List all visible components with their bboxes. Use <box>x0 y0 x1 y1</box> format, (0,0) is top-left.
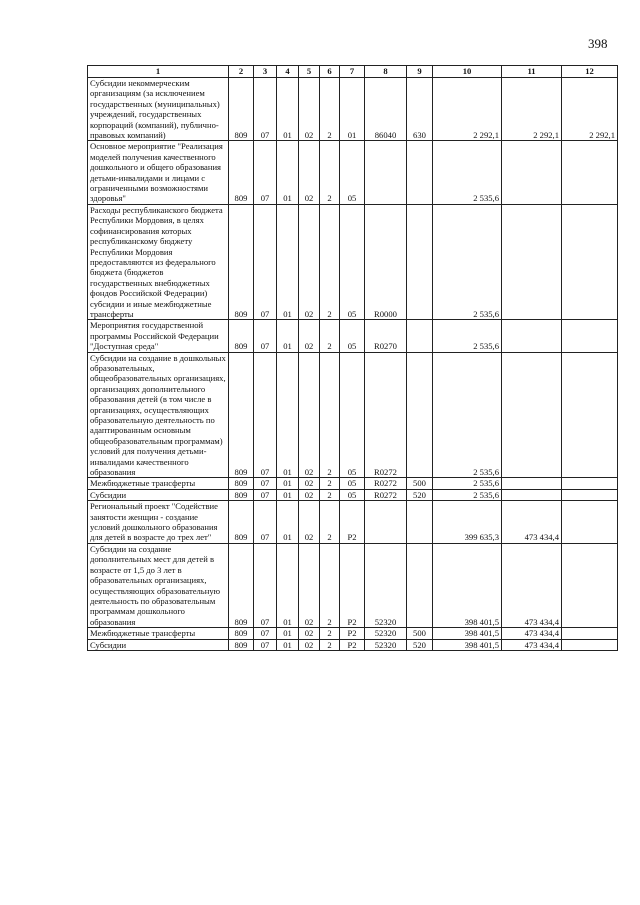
subprogram-cell: 2 <box>320 628 340 639</box>
column-header: 7 <box>340 66 365 78</box>
amount-2021-cell: 2 535,6 <box>433 352 502 478</box>
grbs-cell: 809 <box>229 478 254 489</box>
program-cell: 02 <box>299 628 320 639</box>
direction-cell: 52320 <box>365 628 407 639</box>
column-header: 8 <box>365 66 407 78</box>
amount-2021-cell: 2 292,1 <box>433 78 502 141</box>
amount-2021-cell: 398 401,5 <box>433 628 502 639</box>
program-cell: 02 <box>299 352 320 478</box>
grbs-cell: 809 <box>229 543 254 627</box>
section-cell: 07 <box>254 352 277 478</box>
amount-2023-cell <box>562 501 618 544</box>
row-name-cell: Основное мероприятие "Реализация моделей получения качественного дошкольного и общего образования детьми-инвалидами и лицами с ограниченными возможностями здоровья" <box>88 141 229 204</box>
row-name-cell: Субсидии <box>88 639 229 650</box>
amount-2022-cell: 2 292,1 <box>502 78 562 141</box>
grbs-cell: 809 <box>229 501 254 544</box>
row-name-cell: Межбюджетные трансферты <box>88 628 229 639</box>
event-cell: 05 <box>340 204 365 319</box>
amount-2023-cell <box>562 543 618 627</box>
row-name-cell: Субсидии на создание дополнительных мест для детей в возрасте от 1,5 до 3 лет в образовательных организациях, осуществляющих образовательную деятельность по образовательным программам дошкольного образования <box>88 543 229 627</box>
table-header-row <box>88 66 618 78</box>
amount-2022-cell <box>502 141 562 204</box>
direction-cell <box>365 141 407 204</box>
subsection-cell: 01 <box>277 78 299 141</box>
expense-type-cell <box>407 204 433 319</box>
event-cell: 05 <box>340 489 365 500</box>
event-cell: P2 <box>340 543 365 627</box>
amount-2023-cell <box>562 628 618 639</box>
column-header: 5 <box>299 66 320 78</box>
subsection-cell: 01 <box>277 628 299 639</box>
amount-2022-cell: 473 434,4 <box>502 543 562 627</box>
subprogram-cell: 2 <box>320 501 340 544</box>
subprogram-cell: 2 <box>320 639 340 650</box>
program-cell: 02 <box>299 543 320 627</box>
subsection-cell: 01 <box>277 204 299 319</box>
table-row <box>88 78 618 141</box>
event-cell: 01 <box>340 78 365 141</box>
expense-type-cell <box>407 320 433 352</box>
column-header: 9 <box>407 66 433 78</box>
table-row <box>88 478 618 489</box>
direction-cell <box>365 501 407 544</box>
expense-type-cell: 520 <box>407 639 433 650</box>
amount-2021-cell: 398 401,5 <box>433 639 502 650</box>
column-header: 10 <box>433 66 502 78</box>
direction-cell: 52320 <box>365 639 407 650</box>
amount-2023-cell <box>562 489 618 500</box>
amount-2022-cell: 473 434,4 <box>502 628 562 639</box>
row-name-cell: Субсидии некоммерческим организациям (за исключением государственных (муниципальных) учреждений, государственных корпораций (компаний), публично-правовых компаний) <box>88 78 229 141</box>
amount-2021-cell: 2 535,6 <box>433 204 502 319</box>
amount-2021-cell: 399 635,3 <box>433 501 502 544</box>
event-cell: 05 <box>340 141 365 204</box>
column-header: 3 <box>254 66 277 78</box>
program-cell: 02 <box>299 489 320 500</box>
grbs-cell: 809 <box>229 320 254 352</box>
page-number: 398 <box>588 36 608 51</box>
table-row <box>88 204 618 319</box>
direction-cell: 86040 <box>365 78 407 141</box>
expense-type-cell <box>407 141 433 204</box>
column-header: 11 <box>502 66 562 78</box>
amount-2022-cell: 473 434,4 <box>502 639 562 650</box>
section-cell: 07 <box>254 478 277 489</box>
amount-2022-cell <box>502 489 562 500</box>
amount-2023-cell <box>562 478 618 489</box>
amount-2023-cell <box>562 352 618 478</box>
subprogram-cell: 2 <box>320 543 340 627</box>
grbs-cell: 809 <box>229 78 254 141</box>
row-name-cell: Межбюджетные трансферты <box>88 478 229 489</box>
table-row <box>88 639 618 650</box>
row-name-cell: Мероприятия государственной программы Российской Федерации "Доступная среда" <box>88 320 229 352</box>
event-cell: P2 <box>340 639 365 650</box>
amount-2021-cell: 398 401,5 <box>433 543 502 627</box>
table-row <box>88 501 618 544</box>
table-row <box>88 352 618 478</box>
amount-2022-cell: 473 434,4 <box>502 501 562 544</box>
amount-2023-cell <box>562 639 618 650</box>
direction-cell: R0272 <box>365 489 407 500</box>
amount-2021-cell: 2 535,6 <box>433 489 502 500</box>
row-name-cell: Субсидии на создание в дошкольных образовательных, общеобразовательных организациях, организациях дополнительного образования детей (в том числе в организациях, осуществляющих образовательную деятельность по адаптированным основным общеобразовательным программам) условий для получения детьми-инвалидами качественного образования <box>88 352 229 478</box>
column-header: 2 <box>229 66 254 78</box>
grbs-cell: 809 <box>229 489 254 500</box>
section-cell: 07 <box>254 78 277 141</box>
subprogram-cell: 2 <box>320 78 340 141</box>
subsection-cell: 01 <box>277 543 299 627</box>
section-cell: 07 <box>254 543 277 627</box>
row-name-cell: Субсидии <box>88 489 229 500</box>
table-body <box>88 78 618 651</box>
event-cell: P2 <box>340 501 365 544</box>
subsection-cell: 01 <box>277 352 299 478</box>
column-header: 12 <box>562 66 618 78</box>
event-cell: P2 <box>340 628 365 639</box>
table-row <box>88 628 618 639</box>
expense-type-cell: 500 <box>407 628 433 639</box>
table-row <box>88 489 618 500</box>
event-cell: 05 <box>340 320 365 352</box>
table-row <box>88 320 618 352</box>
row-name-cell: Региональный проект "Содействие занятости женщин - создание условий дошкольного образования для детей в возрасте до трех лет" <box>88 501 229 544</box>
expense-type-cell <box>407 543 433 627</box>
budget-table <box>87 65 618 651</box>
direction-cell: R0270 <box>365 320 407 352</box>
subsection-cell: 01 <box>277 141 299 204</box>
direction-cell: R0272 <box>365 352 407 478</box>
subsection-cell: 01 <box>277 639 299 650</box>
subprogram-cell: 2 <box>320 478 340 489</box>
grbs-cell: 809 <box>229 204 254 319</box>
section-cell: 07 <box>254 320 277 352</box>
amount-2022-cell <box>502 478 562 489</box>
direction-cell: R0272 <box>365 478 407 489</box>
expense-type-cell <box>407 352 433 478</box>
amount-2023-cell: 2 292,1 <box>562 78 618 141</box>
program-cell: 02 <box>299 141 320 204</box>
program-cell: 02 <box>299 639 320 650</box>
subprogram-cell: 2 <box>320 204 340 319</box>
direction-cell: 52320 <box>365 543 407 627</box>
subprogram-cell: 2 <box>320 141 340 204</box>
program-cell: 02 <box>299 204 320 319</box>
expense-type-cell: 520 <box>407 489 433 500</box>
event-cell: 05 <box>340 352 365 478</box>
table-row <box>88 141 618 204</box>
amount-2023-cell <box>562 204 618 319</box>
amount-2023-cell <box>562 320 618 352</box>
column-header: 4 <box>277 66 299 78</box>
column-header: 1 <box>88 66 229 78</box>
subsection-cell: 01 <box>277 320 299 352</box>
amount-2022-cell <box>502 204 562 319</box>
amount-2022-cell <box>502 320 562 352</box>
subprogram-cell: 2 <box>320 320 340 352</box>
table-row <box>88 543 618 627</box>
event-cell: 05 <box>340 478 365 489</box>
subsection-cell: 01 <box>277 489 299 500</box>
subsection-cell: 01 <box>277 501 299 544</box>
amount-2021-cell: 2 535,6 <box>433 320 502 352</box>
program-cell: 02 <box>299 501 320 544</box>
section-cell: 07 <box>254 204 277 319</box>
grbs-cell: 809 <box>229 141 254 204</box>
direction-cell: R0000 <box>365 204 407 319</box>
program-cell: 02 <box>299 78 320 141</box>
section-cell: 07 <box>254 489 277 500</box>
section-cell: 07 <box>254 639 277 650</box>
expense-type-cell: 630 <box>407 78 433 141</box>
row-name-cell: Расходы республиканского бюджета Республики Мордовия, в целях софинансирования которых республиканскому бюджету Республики Мордовия предоставляются из федерального бюджета (бюджетов государственных внебюджетных фондов Российской Федерации) субсидии и иные межбюджетные трансферты <box>88 204 229 319</box>
section-cell: 07 <box>254 141 277 204</box>
column-header: 6 <box>320 66 340 78</box>
amount-2022-cell <box>502 352 562 478</box>
subsection-cell: 01 <box>277 478 299 489</box>
grbs-cell: 809 <box>229 639 254 650</box>
section-cell: 07 <box>254 501 277 544</box>
amount-2021-cell: 2 535,6 <box>433 141 502 204</box>
expense-type-cell <box>407 501 433 544</box>
section-cell: 07 <box>254 628 277 639</box>
subprogram-cell: 2 <box>320 352 340 478</box>
amount-2021-cell: 2 535,6 <box>433 478 502 489</box>
grbs-cell: 809 <box>229 352 254 478</box>
program-cell: 02 <box>299 478 320 489</box>
expense-type-cell: 500 <box>407 478 433 489</box>
program-cell: 02 <box>299 320 320 352</box>
amount-2023-cell <box>562 141 618 204</box>
grbs-cell: 809 <box>229 628 254 639</box>
subprogram-cell: 2 <box>320 489 340 500</box>
